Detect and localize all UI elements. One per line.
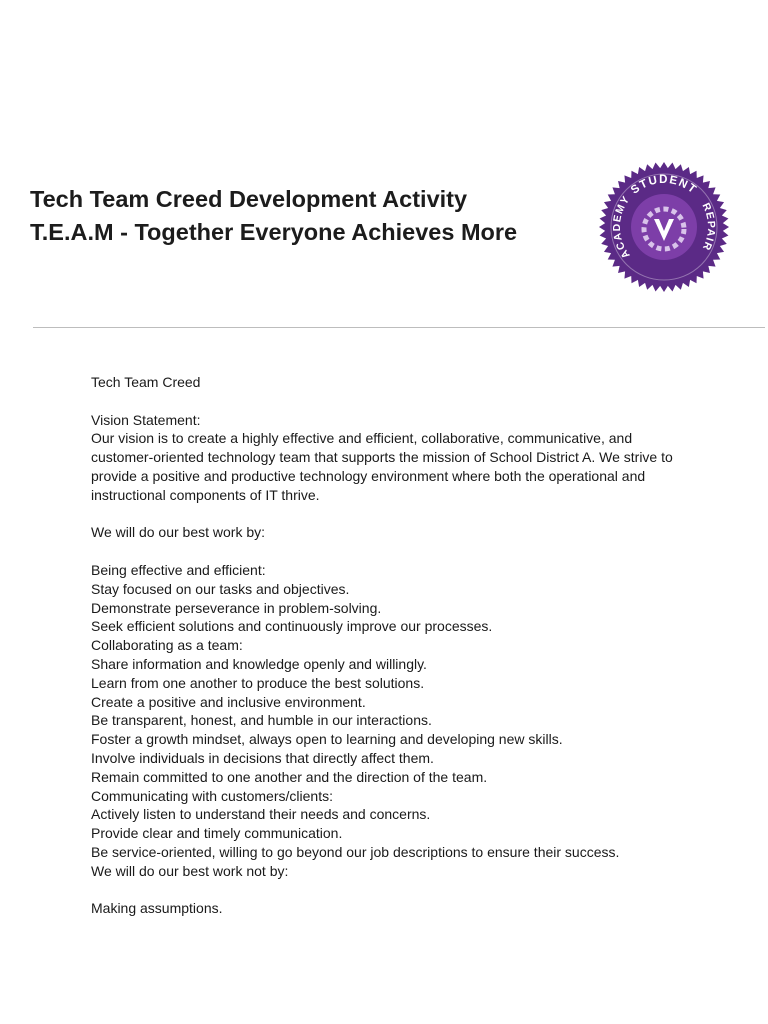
badge-text-academy: ACADEMY <box>611 193 633 261</box>
document-title <box>30 183 517 249</box>
creed-item: Involve individuals in decisions that directly affect them. <box>91 749 434 766</box>
best-work-intro: We will do our best work by: <box>91 524 266 541</box>
creed-item: Foster a growth mindset, always open to learning and developing new skills. <box>91 731 563 748</box>
vision-line: provide a positive and productive technology environment where both the operational and <box>91 467 646 484</box>
creed-item: Learn from one another to produce the best solutions. <box>91 674 425 691</box>
section-heading-communicating: Communicating with customers/clients: <box>91 787 333 804</box>
vision-line: instructional components of IT thrive. <box>91 486 320 503</box>
creed-item: Share information and knowledge openly and willingly. <box>91 655 427 672</box>
creed-item: Actively listen to understand their needs and concerns. <box>91 806 431 823</box>
creed-item: Stay focused on our tasks and objectives. <box>91 580 350 597</box>
header-divider <box>33 327 765 328</box>
student-repair-academy-badge <box>598 161 730 293</box>
creed-item: Provide clear and timely communication. <box>91 825 343 842</box>
vision-line: Our vision is to create a highly effective and efficient, collaborative, communicative, and <box>91 430 633 447</box>
creed-heading: Tech Team Creed <box>91 374 201 390</box>
section-heading-effective: Being effective and efficient: <box>91 561 266 578</box>
creed-item: Be transparent, honest, and humble in our interactions. <box>91 712 432 729</box>
badge-text-repair: REPAIR <box>699 201 718 253</box>
creed-item: Remain committed to one another and the direction of the team. <box>91 768 488 785</box>
badge-text-student: STUDENT <box>628 174 700 197</box>
section-heading-collaborating: Collaborating as a team: <box>91 637 243 654</box>
not-intro: We will do our best work not by: <box>91 862 289 879</box>
title-line-2: T.E.A.M - Together Everyone Achieves More <box>30 219 518 245</box>
creed-item: Seek efficient solutions and continuously improve our processes. <box>91 618 493 635</box>
title-line-1: Tech Team Creed Development Activity <box>30 186 468 212</box>
creed-item: Demonstrate perseverance in problem-solving. <box>91 599 382 616</box>
creed-item: Making assumptions. <box>91 900 223 917</box>
creed-item: Create a positive and inclusive environment. <box>91 693 366 710</box>
vision-label: Vision Statement: <box>91 411 201 428</box>
vision-line: customer-oriented technology team that supports the mission of School District A. We strive to <box>91 449 673 466</box>
creed-item: Be service-oriented, willing to go beyond our job descriptions to ensure their success. <box>91 843 620 860</box>
creed-body <box>91 373 731 918</box>
